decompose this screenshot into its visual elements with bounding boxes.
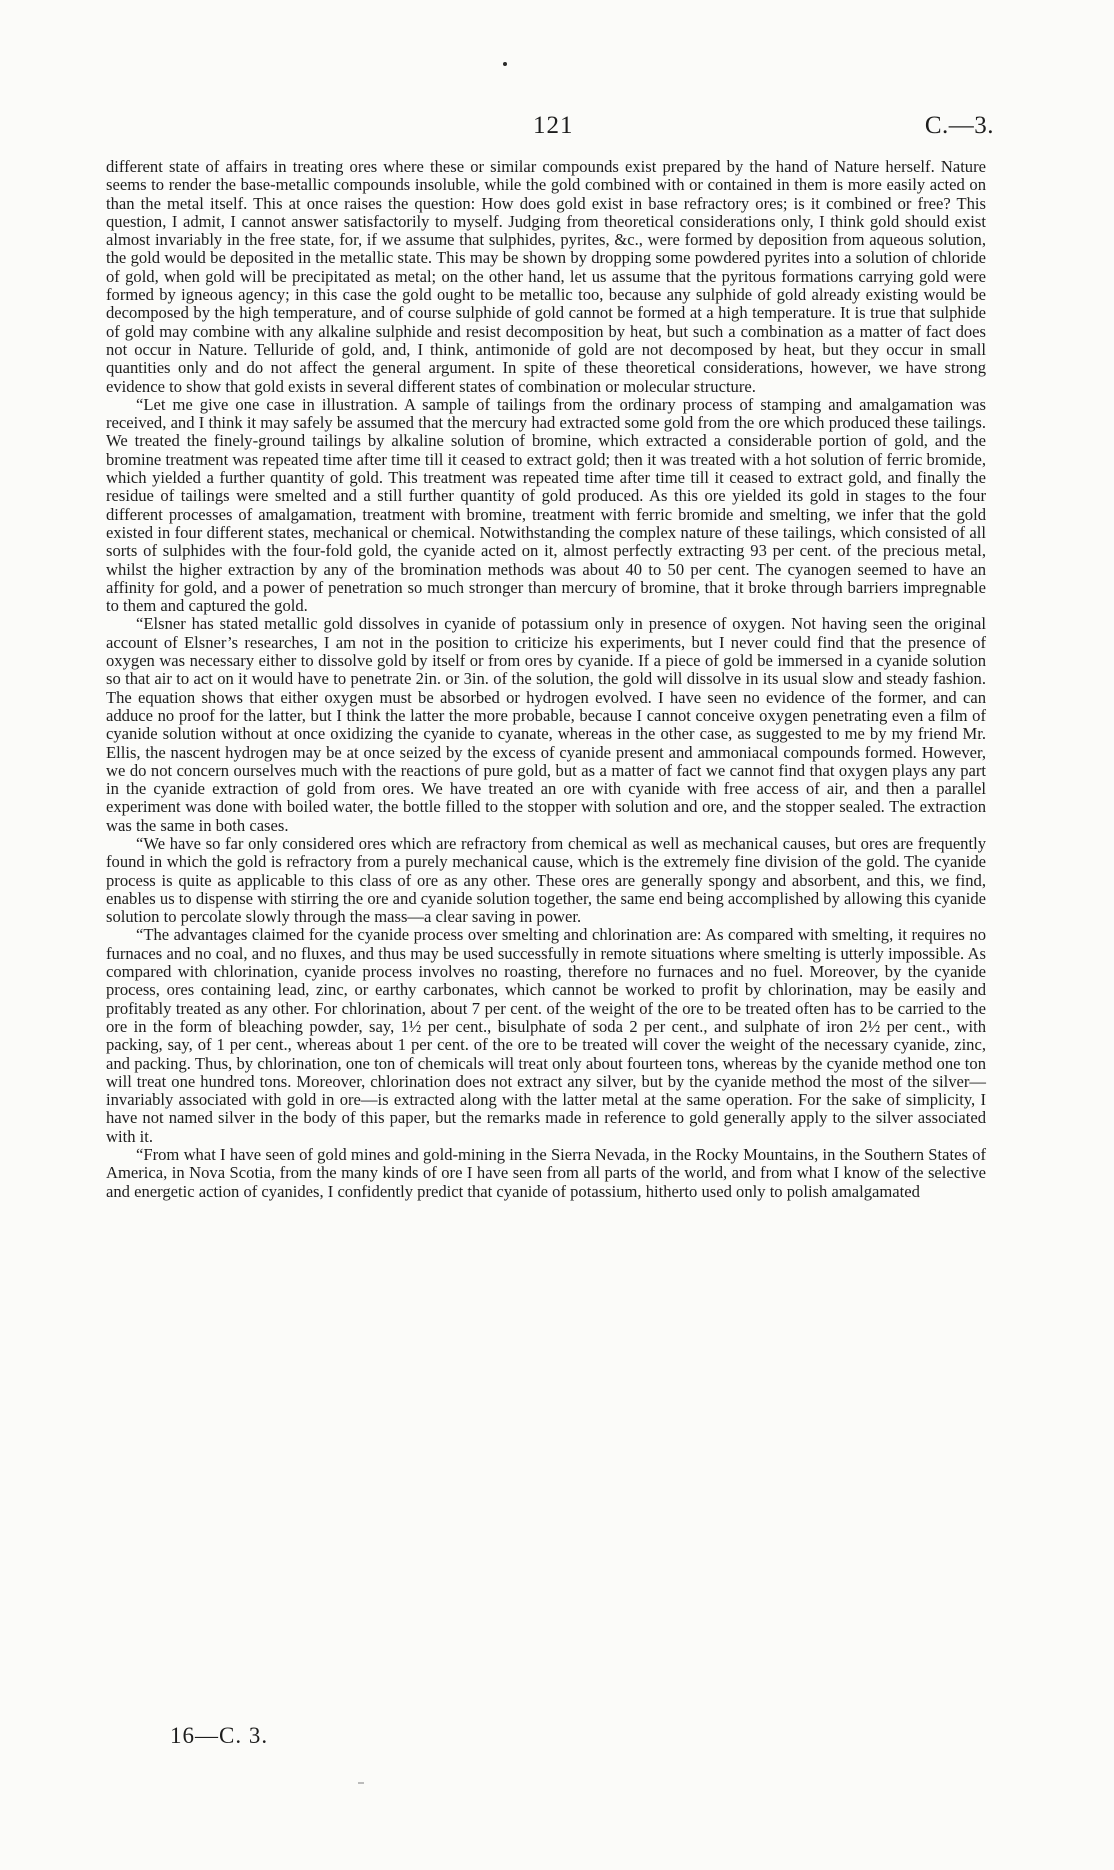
paragraph: “The advantages claimed for the cyanide process over smelting and chlorination are: As compared with smelting, it requires no furnaces and no coal, and no fluxes, and thus may be used successfully in remote situations where smelting is utterly impossible. As compared with chlorination, cyanide process involves no roasting, therefore no furnaces and no fuel. Moreover, by the cyanide process, ores containing lead, zinc, or earthy carbonates, which cannot be worked to profit by chlorination, may be easily and profitably treated as any other. For chlorination, about 7 per cent. of the weight of the ore to be treated often has to be carried to the ore in the form of bleaching powder, say, 1½ per cent., bisulphate of soda 2 per cent., and sulphate of iron 2½ per cent., with packing, say, of 1 per cent., whereas about 1 per cent. of the ore to be treated will cover the weight of the necessary cyanide, zinc, and packing. Thus, by chlorination, one ton of chemicals will treat only about fourteen tons, whereas by the cyanide method one ton will treat one hundred tons. Moreover, chlorination does not extract any silver, but by the cyanide method the most of the silver—invariably associated with gold in ore—is extracted along with the latter metal at the same operation. For the sake of simplicity, I have not named silver in the body of this paper, but the remarks made in reference to gold generally apply to the silver associated with it. — [106, 925, 986, 1146]
paragraph: “We have so far only considered ores which are refractory from chemical as well as mechanical causes, but ores are frequently found in which the gold is refractory from a purely mechanical cause, which is the extremely fine division of the gold. The cyanide process is quite as applicable to this class of ore as any other. These ores are generally spongy and absorbent, and this, we find, enables us to dispense with stirring the ore and cyanide solution together, the same end being accomplished by allowing this cyanide solution to percolate slowly through the mass—a clear saving in power. — [106, 833, 986, 927]
page-number: 121 — [533, 112, 574, 139]
paragraph: different state of affairs in treating ores where these or similar compounds exist prepared by the hand of Nature herself. Nature seems to render the base-metallic compounds insoluble, while the gold combined with or contained in them is more easily acted on than the metal itself. This at once raises the question: How does gold exist in base refractory ores; is it combined or free? This question, I admit, I cannot answer satisfactorily to myself. Judging from theoretical considerations only, I think gold should exist almost invariably in the free state, for, if we assume that sulphides, pyrites, &c., were formed by deposition from aqueous solution, the gold would be deposited in the metallic state. This may be shown by dropping some powdered pyrites into a solution of chloride of gold, when gold will be precipitated as metal; on the other hand, let us assume that the pyritous formations carrying gold were formed by igneous agency; in this case the gold ought to be metallic too, because any sulphide of gold already existing would be decomposed by the high temperature, and of course sulphide of gold cannot be formed at a high temperature. It is true that sulphide of gold may combine with any alkaline sulphide and resist decomposition by heat, but such a combination as a matter of fact does not occur in Nature. Telluride of gold, and, I think, antimonide of gold are not decomposed by heat, but they occur in small quantities only and do not affect the general argument. In spite of these theoretical considerations, however, we have strong evidence to show that gold exists in several different states of combination or molecular structure. — [106, 157, 986, 396]
signature-mark: 16—C. 3. — [170, 1723, 269, 1748]
body-text — [106, 158, 986, 1201]
paragraph: “From what I have seen of gold mines and gold-mining in the Sierra Nevada, in the Rocky Mountains, in the Southern States of America, in Nova Scotia, from the many kinds of ore I have seen from all parts of the world, and from what I know of the selective and energetic action of cyanides, I confidently predict that cyanide of potassium, hitherto used only to polish amalgamated — [106, 1145, 986, 1201]
paragraph: “Let me give one case in illustration. A sample of tailings from the ordinary process of stamping and amalgamation was received, and I think it may safely be assumed that the mercury had extracted some gold from the ore which produced these tailings. We treated the finely-ground tailings by alkaline solution of bromine, which extracted a considerable portion of gold, and the bromine treatment was repeated time after time till it ceased to extract gold; then it was treated with a hot solution of ferric bromide, which yielded a further quantity of gold. This treatment was repeated time after time till it ceased to extract gold, and finally the residue of tailings were smelted and a still further quantity of gold produced. As this ore yielded its gold in stages to the four different processes of amalgamation, treatment with bromine, treatment with ferric bromide and smelting, we infer that the gold existed in four different states, mechanical or chemical. Notwithstanding the complex nature of these tailings, which consisted of all sorts of sulphides with the four-fold gold, the cyanide acted on it, almost perfectly extracting 93 per cent. of the precious metal, whilst the higher extraction by any of the bromination methods was about 40 to 50 per cent. The cyanogen seemed to have an affinity for gold, and a power of penetration so much stronger than mercury of bromine, that it broke through barriers impregnable to them and captured the gold. — [106, 394, 986, 616]
paragraph: “Elsner has stated metallic gold dissolves in cyanide of potassium only in presence of oxygen. Not having seen the original account of Elsner’s researches, I am not in the position to criticize his experiments, but I never could find that the presence of oxygen was necessary either to dissolve gold by itself or from ores by cyanide. If a piece of gold be immersed in a cyanide solution so that air to act on it would have to penetrate 2in. or 3in. of the solution, the gold will dissolve in its usual slow and steady fashion. The equation shows that either oxygen must be absorbed or hydrogen evolved. I have seen no evidence of the former, and can adduce no proof for the latter, but I think the latter the more probable, because I cannot conceive oxygen penetrating even a film of cyanide solution without at once oxidizing the cyanide to cyanate, whereas in the other case, as suggested to me by my friend Mr. Ellis, the nascent hydrogen may be at once seized by the excess of cyanide present and ammoniacal compounds formed. However, we do not concern ourselves much with the reactions of pure gold, but as a matter of fact we cannot find that oxygen plays any part in the cyanide extraction of gold from ores. We have treated an ore with cyanide with free access of air, and then a parallel experiment was done with boiled water, the bottle filled to the stopper with solution and ore, and the stopper sealed. The extraction was the same in both cases. — [106, 614, 986, 835]
print-speck — [503, 62, 507, 66]
print-mark — [358, 1782, 364, 1784]
document-reference: C.—3. — [924, 112, 994, 139]
page-header — [0, 112, 1114, 146]
